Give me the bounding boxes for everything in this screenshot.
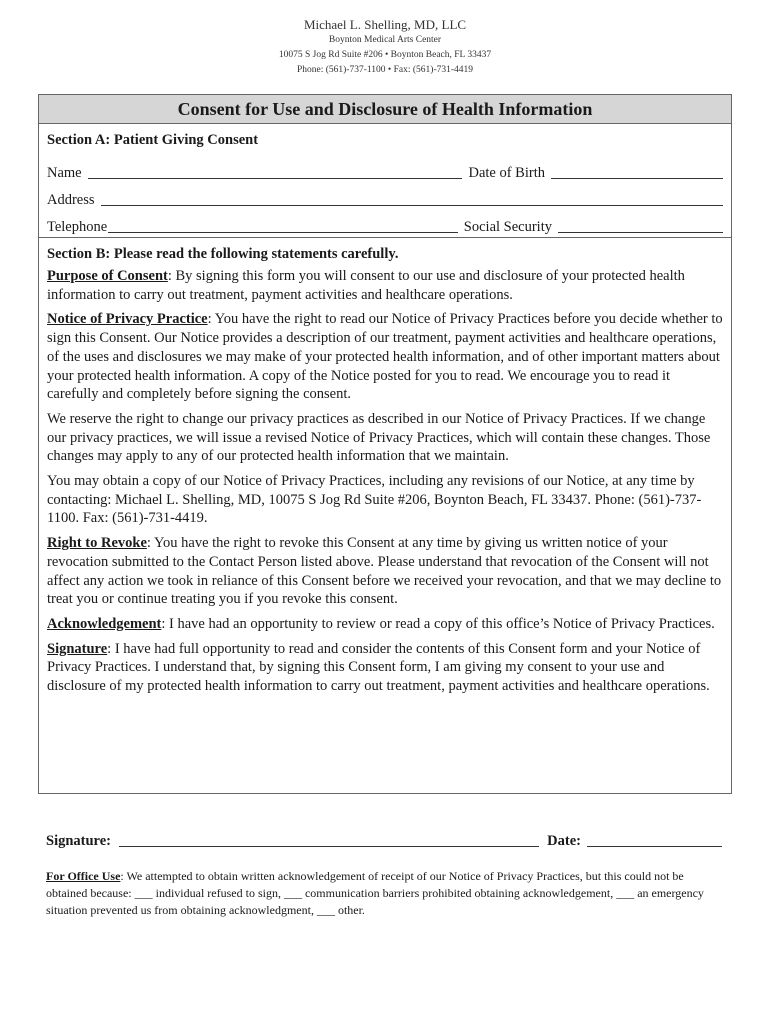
signature-block xyxy=(46,832,722,850)
dob-field[interactable] xyxy=(551,163,723,179)
purpose-term: Purpose of Consent xyxy=(47,268,168,284)
office-use-term: For Office Use xyxy=(46,869,121,883)
name-dob-row xyxy=(47,155,723,182)
section-a-heading: Section A: Patient Giving Consent xyxy=(47,132,259,148)
address-row xyxy=(47,182,723,209)
acknowledgement-text: : I have had an opportunity to review or read a copy of this office’s Notice of Privacy Practices. xyxy=(161,615,715,632)
signature-text: : I have had full opportunity to read and consider the contents of this Consent form and your Notice of Privacy Practices. I understand that, by signing this Consent form, I am giving my consent to your use and disclosure of my protected health information to carry out treatment, payment activities and healthcare operations. xyxy=(47,640,710,695)
signature-term: Signature xyxy=(47,640,108,657)
purpose-paragraph xyxy=(47,267,723,304)
practice-name: Michael L. Shelling, MD, LLC xyxy=(303,17,467,32)
revoke-term: Right to Revoke xyxy=(47,535,147,552)
telephone-field[interactable] xyxy=(108,217,458,233)
office-use-note xyxy=(46,868,726,919)
address-label: Address xyxy=(47,192,95,208)
purpose-text: : By signing this form you will consent to our use and disclosure of your protected health information to carry out treatment, payment activities and healthcare operations. xyxy=(47,268,685,303)
reserve-paragraph: We reserve the right to change our privacy practices as described in our Notice of Privacy Practices. If we change our privacy practices, we will issue a revised Notice of Privacy Practices, which will contain these changes. Those changes may apply to any of our protected health information that we maintain. xyxy=(47,410,711,465)
telephone-label: Telephone xyxy=(47,219,108,235)
date-label: Date: xyxy=(547,833,581,849)
ssn-label: Social Security xyxy=(463,219,552,235)
notice-text: : You have the right to read our Notice of Privacy Practices before you decide whether to sign this Consent. Our Notice provides a description of our treatment, payment activities and healthcare operations, of the uses and disclosures we may make of your protected health information, and of other important matters about your protected health information. A copy of the Notice posted for you to read. We encourage you to read it carefully and completely before signing the consent. xyxy=(47,311,723,403)
name-label: Name xyxy=(47,165,82,181)
consent-form xyxy=(38,94,732,794)
address-field[interactable] xyxy=(101,190,723,206)
practice-center: Boynton Medical Arts Center xyxy=(328,35,442,45)
practice-phone-fax: Phone: (561)-737-1100 • Fax: (561)-731-4419 xyxy=(296,65,474,75)
practice-address: 10075 S Jog Rd Suite #206 • Boynton Beach, FL 33437 xyxy=(278,50,492,60)
acknowledgement-paragraph xyxy=(47,615,723,634)
office-use-text: : We attempted to obtain written acknowledgement of receipt of our Notice of Privacy Practices, but this could not be obtained because: ___ individual refused to sign, ___ communication barriers prohibited obtaining acknowledgement, ___ an emergency situation prevented us from obtaining acknowledgment, ___ other. xyxy=(46,869,704,917)
name-field[interactable] xyxy=(88,163,463,179)
dob-label: Date of Birth xyxy=(468,165,545,181)
form-title: Consent for Use and Disclosure of Health Information xyxy=(39,95,731,124)
revoke-paragraph xyxy=(47,534,723,609)
signature-paragraph xyxy=(47,640,723,696)
notice-paragraph xyxy=(47,310,723,404)
letterhead xyxy=(0,16,770,78)
section-b xyxy=(39,238,731,696)
ssn-field[interactable] xyxy=(558,217,723,233)
signature-label: Signature: xyxy=(46,833,111,849)
signature-field[interactable] xyxy=(119,832,539,847)
telephone-ssn-row xyxy=(47,209,723,236)
acknowledgement-term: Acknowledgement xyxy=(47,615,162,632)
notice-term: Notice of Privacy Practice xyxy=(47,311,208,328)
date-field[interactable] xyxy=(587,832,722,847)
obtain-paragraph: You may obtain a copy of our Notice of Privacy Practices, including any revisions of our Notice, at any time by contacting: Michael L. Shelling, MD, 10075 S Jog Rd Suite #206, Boynton Beach, FL 33437. Phone: (561)-737-1100. Fax: (561)-731-4419. xyxy=(47,473,702,527)
section-a xyxy=(39,124,731,238)
section-b-heading: Section B: Please read the following statements carefully. xyxy=(47,246,399,262)
revoke-text: : You have the right to revoke this Consent at any time by giving us written notice of your revocation submitted to the Contact Person listed above. Please understand that revocation of the Consent will not affect any action we took in reliance of this Consent before we received your revocation, and that we may decline to treat you or continue treating you if you revoke this consent. xyxy=(47,535,722,608)
